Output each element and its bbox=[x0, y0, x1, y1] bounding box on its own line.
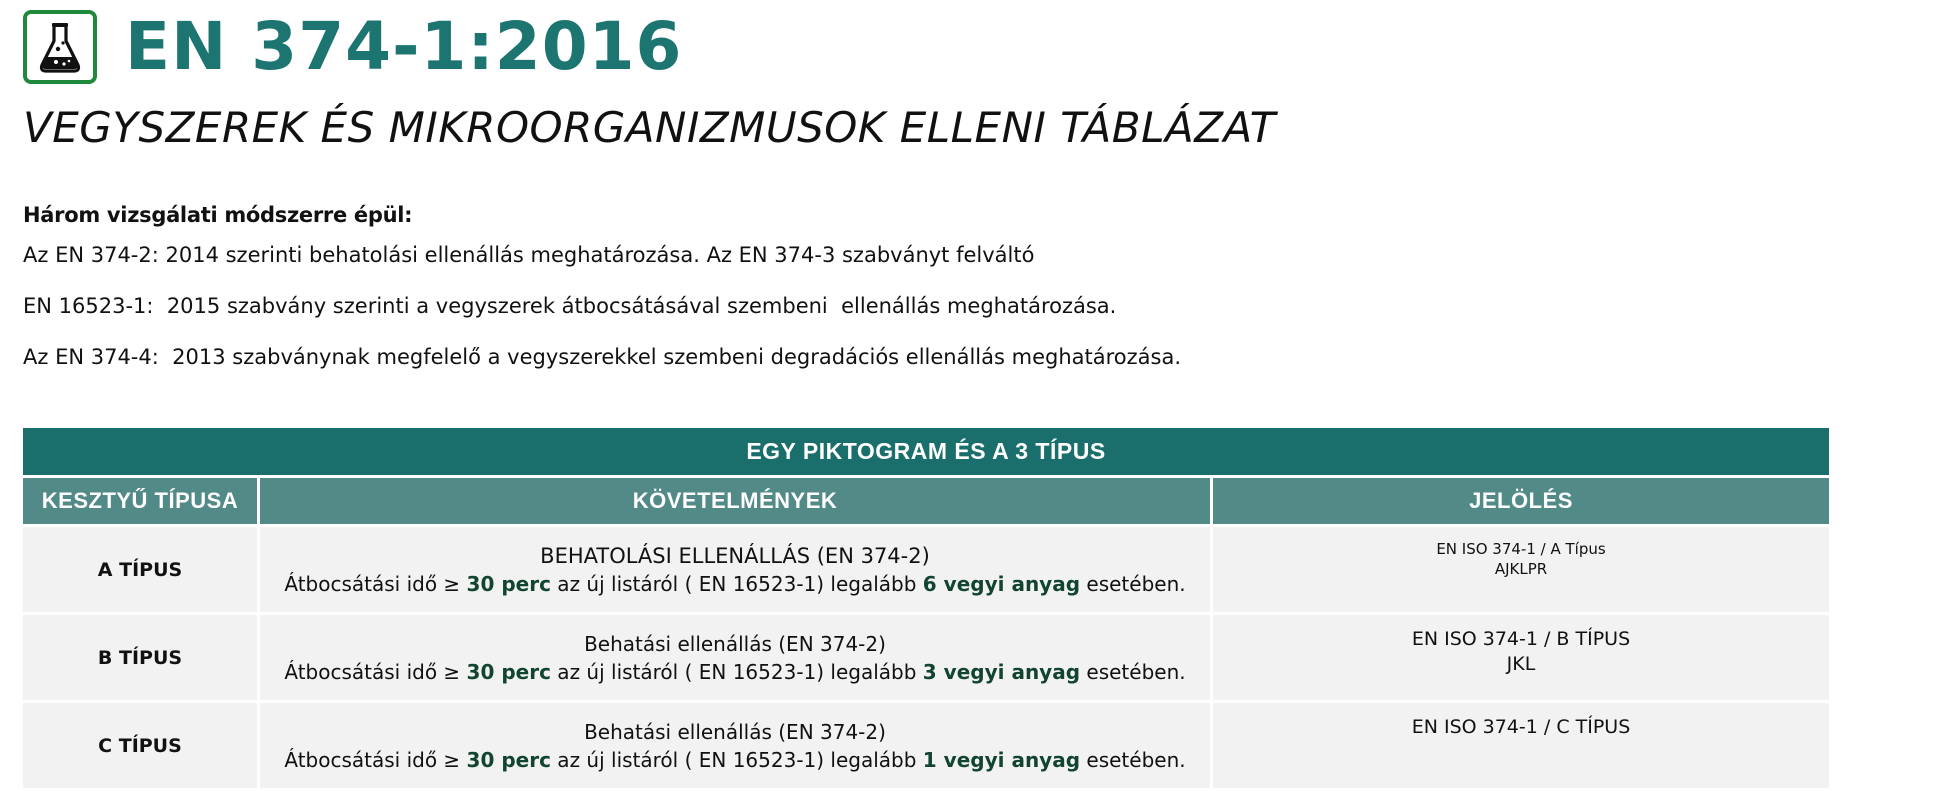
marking-cell bbox=[1213, 703, 1829, 788]
intro-line: EN 16523-1: 2015 szabvány szerinti a vegyszerek átbocsátásával szembeni ellenállás meghatározása. bbox=[23, 294, 1117, 318]
column-header-requirements: KÖVETELMÉNYEK bbox=[260, 478, 1210, 524]
requirement-text: az új listáról ( EN 16523-1) legalább bbox=[550, 747, 923, 772]
requirement-title: BEHATOLÁSI ELLENÁLLÁS (EN 374-2) bbox=[540, 543, 930, 568]
marking-cell bbox=[1213, 615, 1829, 700]
requirements-cell bbox=[260, 615, 1210, 700]
requirement-text: Átbocsátási idő ≥ bbox=[284, 659, 467, 684]
table-row bbox=[23, 527, 1829, 612]
table-banner: EGY PIKTOGRAM ÉS A 3 TÍPUS bbox=[23, 428, 1829, 475]
marking-cell bbox=[1213, 527, 1829, 612]
requirement-time: 30 perc bbox=[466, 747, 551, 772]
marking-line: EN ISO 374-1 / A Típus bbox=[1436, 540, 1606, 558]
column-header-marking: JELÖLÉS bbox=[1213, 478, 1829, 524]
marking-line: JKL bbox=[1506, 653, 1536, 675]
requirement-detail bbox=[260, 746, 1210, 774]
page-subtitle: VEGYSZEREK ÉS MIKROORGANIZMUSOK ELLENI TÁBLÁZAT bbox=[23, 103, 1276, 152]
page-header bbox=[23, 10, 682, 84]
requirement-time: 30 perc bbox=[466, 659, 551, 684]
requirement-count: 1 vegyi anyag bbox=[922, 747, 1081, 772]
requirement-detail bbox=[260, 658, 1210, 686]
chemical-pictogram bbox=[23, 10, 97, 84]
glove-type-cell: C TÍPUS bbox=[23, 703, 257, 788]
table-row bbox=[23, 615, 1829, 700]
flask-icon bbox=[38, 21, 82, 73]
requirement-text: esetében. bbox=[1080, 659, 1186, 684]
glove-type-table bbox=[23, 428, 1829, 788]
table-row bbox=[23, 703, 1829, 788]
requirement-title: Behatási ellenállás (EN 374-2) bbox=[584, 719, 886, 744]
requirement-count: 3 vegyi anyag bbox=[922, 659, 1081, 684]
marking-line: EN ISO 374-1 / C TÍPUS bbox=[1411, 716, 1631, 738]
requirement-text: esetében. bbox=[1080, 571, 1186, 596]
glove-type-cell: A TÍPUS bbox=[23, 527, 257, 612]
page-title: EN 374-1:2016 bbox=[125, 8, 683, 85]
glove-type-cell: B TÍPUS bbox=[23, 615, 257, 700]
requirements-cell bbox=[260, 703, 1210, 788]
requirement-time: 30 perc bbox=[466, 571, 551, 596]
requirement-text: az új listáról ( EN 16523-1) legalább bbox=[550, 571, 923, 596]
intro-heading: Három vizsgálati módszerre épül: bbox=[23, 203, 413, 227]
requirement-title: Behatási ellenállás (EN 374-2) bbox=[584, 631, 886, 656]
requirements-cell bbox=[260, 527, 1210, 612]
requirement-text: az új listáról ( EN 16523-1) legalább bbox=[550, 659, 923, 684]
marking-line: EN ISO 374-1 / B TÍPUS bbox=[1411, 628, 1631, 650]
intro-line: Az EN 374-2: 2014 szerinti behatolási ellenállás meghatározása. Az EN 374-3 szabványt felváltó bbox=[23, 243, 1035, 267]
requirement-text: esetében. bbox=[1080, 747, 1186, 772]
requirement-text: Átbocsátási idő ≥ bbox=[284, 571, 467, 596]
column-header-glove-type: KESZTYŰ TÍPUSA bbox=[23, 478, 257, 524]
requirement-count: 6 vegyi anyag bbox=[922, 571, 1081, 596]
intro-line: Az EN 374-4: 2013 szabványnak megfelelő a vegyszerekkel szembeni degradációs ellenállás meghatározása. bbox=[23, 345, 1182, 369]
requirement-detail bbox=[260, 570, 1210, 598]
requirement-text: Átbocsátási idő ≥ bbox=[284, 747, 467, 772]
marking-line: AJKLPR bbox=[1494, 560, 1548, 578]
intro-section bbox=[23, 200, 1423, 393]
